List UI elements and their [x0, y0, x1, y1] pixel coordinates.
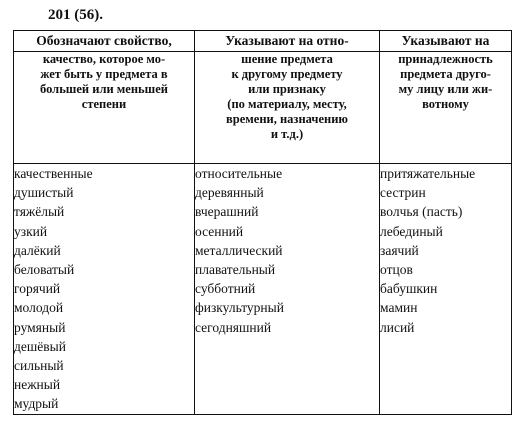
word-item: нежный [14, 377, 61, 393]
word-item: мамин [380, 300, 418, 316]
description-line: степени [81, 97, 127, 111]
header-relative: Указывают на отно- [195, 31, 380, 52]
word-item: субботний [195, 281, 256, 297]
header-qualitative: Обозначают свойство, [14, 31, 195, 52]
word-item: узкий [14, 223, 48, 239]
words-relative [195, 164, 380, 415]
word-item: бабушкин [380, 281, 438, 297]
word-item: лисий [380, 319, 415, 335]
words-row [14, 164, 512, 415]
description-line: предмета друго- [400, 67, 491, 81]
description-line: к другому предмету [231, 67, 343, 81]
word-item: отцов [380, 262, 413, 278]
description-line: жет быть у предмета в [40, 67, 168, 81]
description-line: или признаку [248, 82, 326, 96]
word-item: плавательный [195, 262, 276, 278]
word-item: молодой [14, 300, 64, 316]
word-item: душистый [14, 185, 74, 201]
description-row [14, 52, 512, 164]
word-item: тяжёлый [14, 204, 65, 220]
word-item: вчерашний [195, 204, 259, 220]
header-row [14, 31, 512, 52]
word-item: сегодняшний [195, 319, 272, 335]
word-item: дешёвый [14, 338, 66, 354]
word-item: деревянный [195, 185, 264, 201]
word-item: физкультурный [195, 300, 284, 316]
word-item: мудрый [14, 396, 59, 412]
word-item: румяный [14, 319, 66, 335]
word-item: волчья (пасть) [380, 204, 463, 220]
description-line: шение предмета [241, 52, 333, 66]
description-line: большей или меньшей [40, 82, 168, 96]
exercise-number: 201 (56). [48, 7, 103, 23]
word-item: притяжательные [380, 166, 476, 181]
description-qualitative [14, 52, 195, 164]
description-line: (по материалу, месту, [227, 97, 347, 111]
words-possessive [380, 164, 512, 415]
word-item: относительные [195, 166, 283, 181]
word-item: металлический [195, 242, 283, 258]
words-qualitative [14, 164, 195, 415]
adjective-classification-table [13, 30, 512, 415]
word-item: далёкий [14, 242, 61, 258]
word-item: осенний [195, 223, 244, 239]
description-line: му лицу или жи- [398, 82, 493, 96]
description-line: вотному [422, 97, 469, 111]
word-item: качественные [14, 166, 93, 181]
description-line: времени, назначению [226, 112, 348, 126]
word-item: беловатый [14, 262, 75, 278]
word-item: лебединый [380, 223, 443, 239]
word-item: заячий [380, 242, 419, 258]
description-line: и т.д.) [270, 127, 304, 141]
word-item: сестрин [380, 185, 426, 201]
description-possessive [380, 52, 512, 164]
description-line: качество, которое мо- [42, 52, 166, 66]
header-possessive: Указывают на [380, 31, 512, 52]
word-item: горячий [14, 281, 61, 297]
description-relative [195, 52, 380, 164]
description-line: принадлежность [398, 52, 493, 66]
word-item: сильный [14, 358, 64, 374]
